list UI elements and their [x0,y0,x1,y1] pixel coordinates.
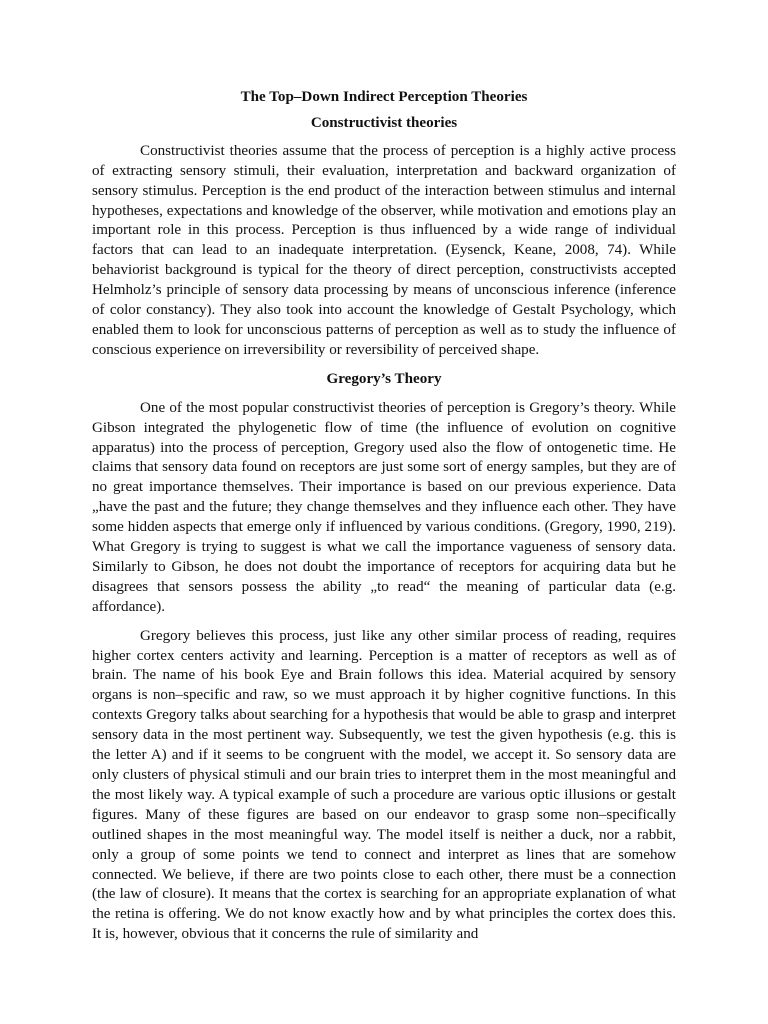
paragraph-gregory-reading: Gregory believes this process, just like any other similar process of reading, requires higher cortex centers activity and learning. Perception is a matter of receptors as well as of brain. The name of his book Eye and Brain follows this idea. Material acquired by sensory organs is non–specific and raw, so we must approach it by higher cognitive functions. In this contexts Gregory talks about searching for a hypothesis that would be able to grasp and interpret sensory data in the most pertinent way. Subsequently, we test the given hypothesis (e.g. this is the letter A) and if it seems to be congruent with the model, we accept it. So sensory data are only clusters of physical stimuli and our brain tries to interpret them in the most meaningful and the most likely way. A typical example of such a procedure are various optic illusions or gestalt figures. Many of these figures are based on our endeavor to grasp some non–specifically outlined shapes in the most meaningful way. The model itself is neither a duck, nor a rabbit, only a group of some points we tend to connect and interpret as lines that are somehow connected. We believe, if there are two points close to each other, there must be a connection (the law of closure). It means that the cortex is searching for an appropriate explanation of what the retina is offering. We do not know exactly how and by what principles the cortex does this. It is, however, obvious that it concerns the rule of similarity and [92,627,676,943]
document-title: The Top–Down Indirect Perception Theories [240,89,528,105]
document-subtitle: Constructivist theories [310,114,458,131]
document-page [92,84,676,945]
section-heading-gregory: Gregory’s Theory [326,370,442,387]
paragraph-constructivist: Constructivist theories assume that the process of perception is a highly active process of extracting sensory stimuli, their evaluation, interpretation and backward organization of sensory stimulus. Perception is the end product of the interaction between stimulus and internal hypotheses, expectations and knowledge of the observer, while motivation and emotions play an important role in this process. Perception is thus influenced by a wide range of individual factors that can lead to an inadequate interpretation. (Eysenck, Keane, 2008, 74). While behaviorist background is typical for the theory of direct perception, constructivists accepted Helmholz’s principle of sensory data processing by means of unconscious inference (inference of color constancy). They also took into account the knowledge of Gestalt Psychology, which enabled them to look for unconscious patterns of perception as well as to study the influence of conscious experience on irreversibility or reversibility of perceived shape. [92,142,676,358]
paragraph-gregory-intro: One of the most popular constructivist theories of perception is Gregory’s theory. While Gibson integrated the phylogenetic flow of time (the influence of evolution on cognitive apparatus) into the process of perception, Gregory used also the flow of ontogenetic time. He claims that sensory data found on receptors are just some sort of energy samples, but they are of no great importance themselves. Their importance is based on our previous experience. Data „have the past and the future; they change themselves and they influence each other. They have some hidden aspects that emerge only if influenced by various conditions. (Gregory, 1990, 219). What Gregory is trying to suggest is what we call the importance vagueness of sensory data. Similarly to Gibson, he does not doubt the importance of receptors for acquiring data but he disagrees that sensors possess the ability „to read“ the meaning of particular data (e.g. affordance). [92,399,676,615]
